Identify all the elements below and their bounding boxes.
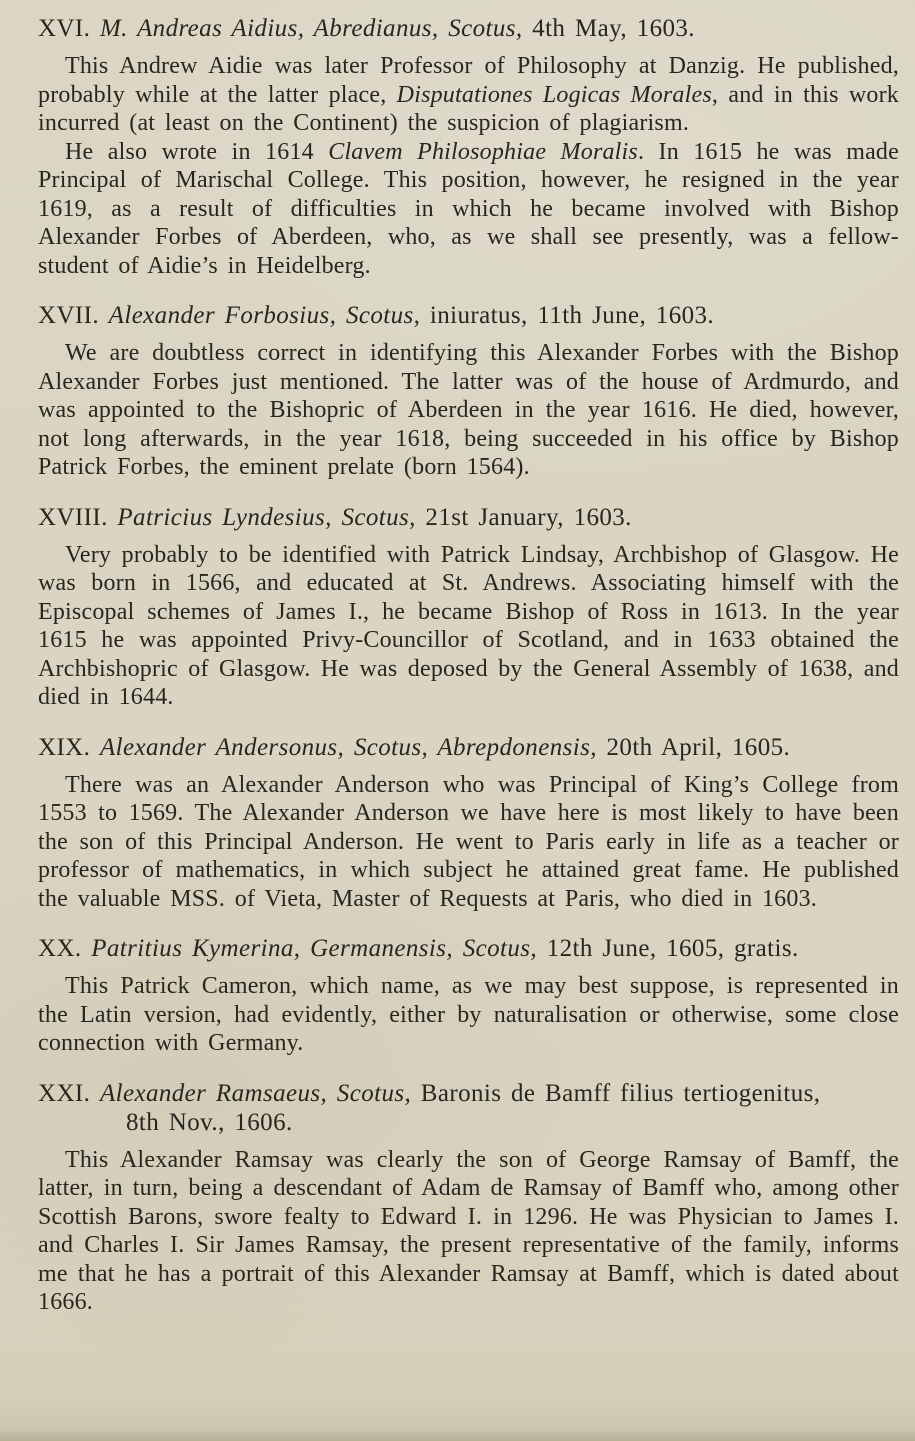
roman-text: 20th April, 1605. <box>596 733 791 761</box>
italic-text: Alexander Andersonus, Scotus, Abrepdonensis, <box>99 733 597 761</box>
entry <box>38 1079 899 1317</box>
roman-text: He also wrote in 1614 <box>65 138 329 165</box>
italic-text: Patritius Kymerina, Germanensis, Scotus, <box>91 935 538 962</box>
entry-heading <box>38 301 899 330</box>
entry-paragraph <box>38 138 899 281</box>
roman-text: XVII. <box>38 302 109 329</box>
italic-text: M. Andreas Aidius, Abredianus, Scotus, <box>99 15 523 42</box>
roman-text: 21st January, 1603. <box>415 503 632 531</box>
entry-paragraph <box>38 541 899 712</box>
roman-text: This Alexander Ramsay was clearly the son of George Ramsay of Bamff, the latter, in turn, being a descendant of Adam de Ramsay of Bamff who, among other Scottish Barons, swore fealty to Edward I. in 1296. He was Physician to James I. and Charles I. Sir James Ramsay, the present representative of the family, informs me that he has a portrait of this Alexander Ramsay at Bamff, which is dated about 1666. <box>38 1146 899 1315</box>
roman-text: Very probably to be identified with Patrick Lindsay, Archbishop of Glasgow. He was born in 1566, and educated at St. Andrews. Associating himself with the Episcopal schemes of James I., he became Bishop of Ross in 1613. In the year 1615 he was appointed Privy-Councillor of Scotland, and in 1633 obtained the Archbishopric of Glasgow. He was deposed by the General Assembly of 1638, and died in 1644. <box>38 541 899 710</box>
roman-text: 12th June, 1605, gratis. <box>537 935 799 962</box>
entry-paragraph <box>38 1146 899 1317</box>
roman-text: This Andrew Aidie was later Professor of Philosophy at Danzig. He published, probably while at the latter place, <box>38 53 899 108</box>
roman-text: Baronis de Bamff filius tertiogenitus, <box>411 1079 821 1107</box>
roman-text: XVIII. <box>38 503 118 531</box>
italic-text: Disputationes Logicas Morales <box>396 81 712 108</box>
entry <box>38 733 899 914</box>
entry-paragraph <box>38 52 899 138</box>
entry <box>38 503 899 712</box>
entry <box>38 301 899 482</box>
page-bottom-edge-shadow <box>0 1429 915 1441</box>
entries-container <box>38 14 899 1317</box>
entry-paragraph <box>38 339 899 482</box>
roman-text: , and in this work incurred (at least on the Continent) the suspicion of plagiarism. <box>38 81 900 136</box>
entry-heading <box>38 14 899 43</box>
entry-heading <box>38 733 899 762</box>
roman-text: XIX. <box>38 733 100 761</box>
roman-text: There was an Alexander Anderson who was Principal of King’s College from 1553 to 1569. The Alexander Anderson we have here is most likely to have been the son of this Principal Anderson. He went to Paris early in life as a teacher or professor of mathematics, in which subject he attained great fame. He published the valuable MSS. of Vieta, Master of Requests at Paris, who died in 1603. <box>38 771 899 912</box>
entry-paragraph <box>38 771 899 914</box>
roman-text: 8th Nov., 1606. <box>126 1108 293 1136</box>
roman-text: XXI. <box>38 1079 100 1107</box>
italic-text: Alexander Ramsaeus, Scotus, <box>99 1079 412 1107</box>
italic-text: Patricius Lyndesius, Scotus, <box>117 503 416 531</box>
roman-text: iniuratus, 11th June, 1603. <box>420 302 715 329</box>
italic-text: Alexander Forbosius, Scotus, <box>108 302 421 329</box>
roman-text: XVI. <box>38 15 100 42</box>
roman-text: 4th May, 1603. <box>522 15 695 42</box>
entry-heading <box>38 1079 899 1137</box>
roman-text: This Patrick Cameron, which name, as we may best suppose, is represented in the Latin version, had evidently, either by naturalisation or otherwise, some close connection with Germany. <box>38 973 899 1056</box>
entry <box>38 934 899 1058</box>
entry-heading <box>38 503 899 532</box>
entry-heading <box>38 934 899 963</box>
roman-text: We are doubtless correct in identifying this Alexander Forbes with the Bishop Alexander Forbes just mentioned. The latter was of the house of Ardmurdo, and was appointed to the Bishopric of Aberdeen in the year 1616. He died, however, not long afterwards, in the year 1618, being succeeded in his office by Bishop Patrick Forbes, the eminent prelate (born 1564). <box>38 340 899 480</box>
roman-text: XX. <box>38 935 92 962</box>
italic-text: Clavem Philosophiae Moralis <box>328 138 638 165</box>
entry <box>38 14 899 280</box>
roman-text: . In 1615 he was made Principal of Marischal College. This position, however, he resigned in the year 1619, as a result of difficulties in which he became involved with Bishop Alexander Forbes of Aberdeen, who, as we shall see presently, was a fellow-student of Aidie’s in Heidelberg. <box>38 138 899 279</box>
entry-paragraph <box>38 972 899 1058</box>
